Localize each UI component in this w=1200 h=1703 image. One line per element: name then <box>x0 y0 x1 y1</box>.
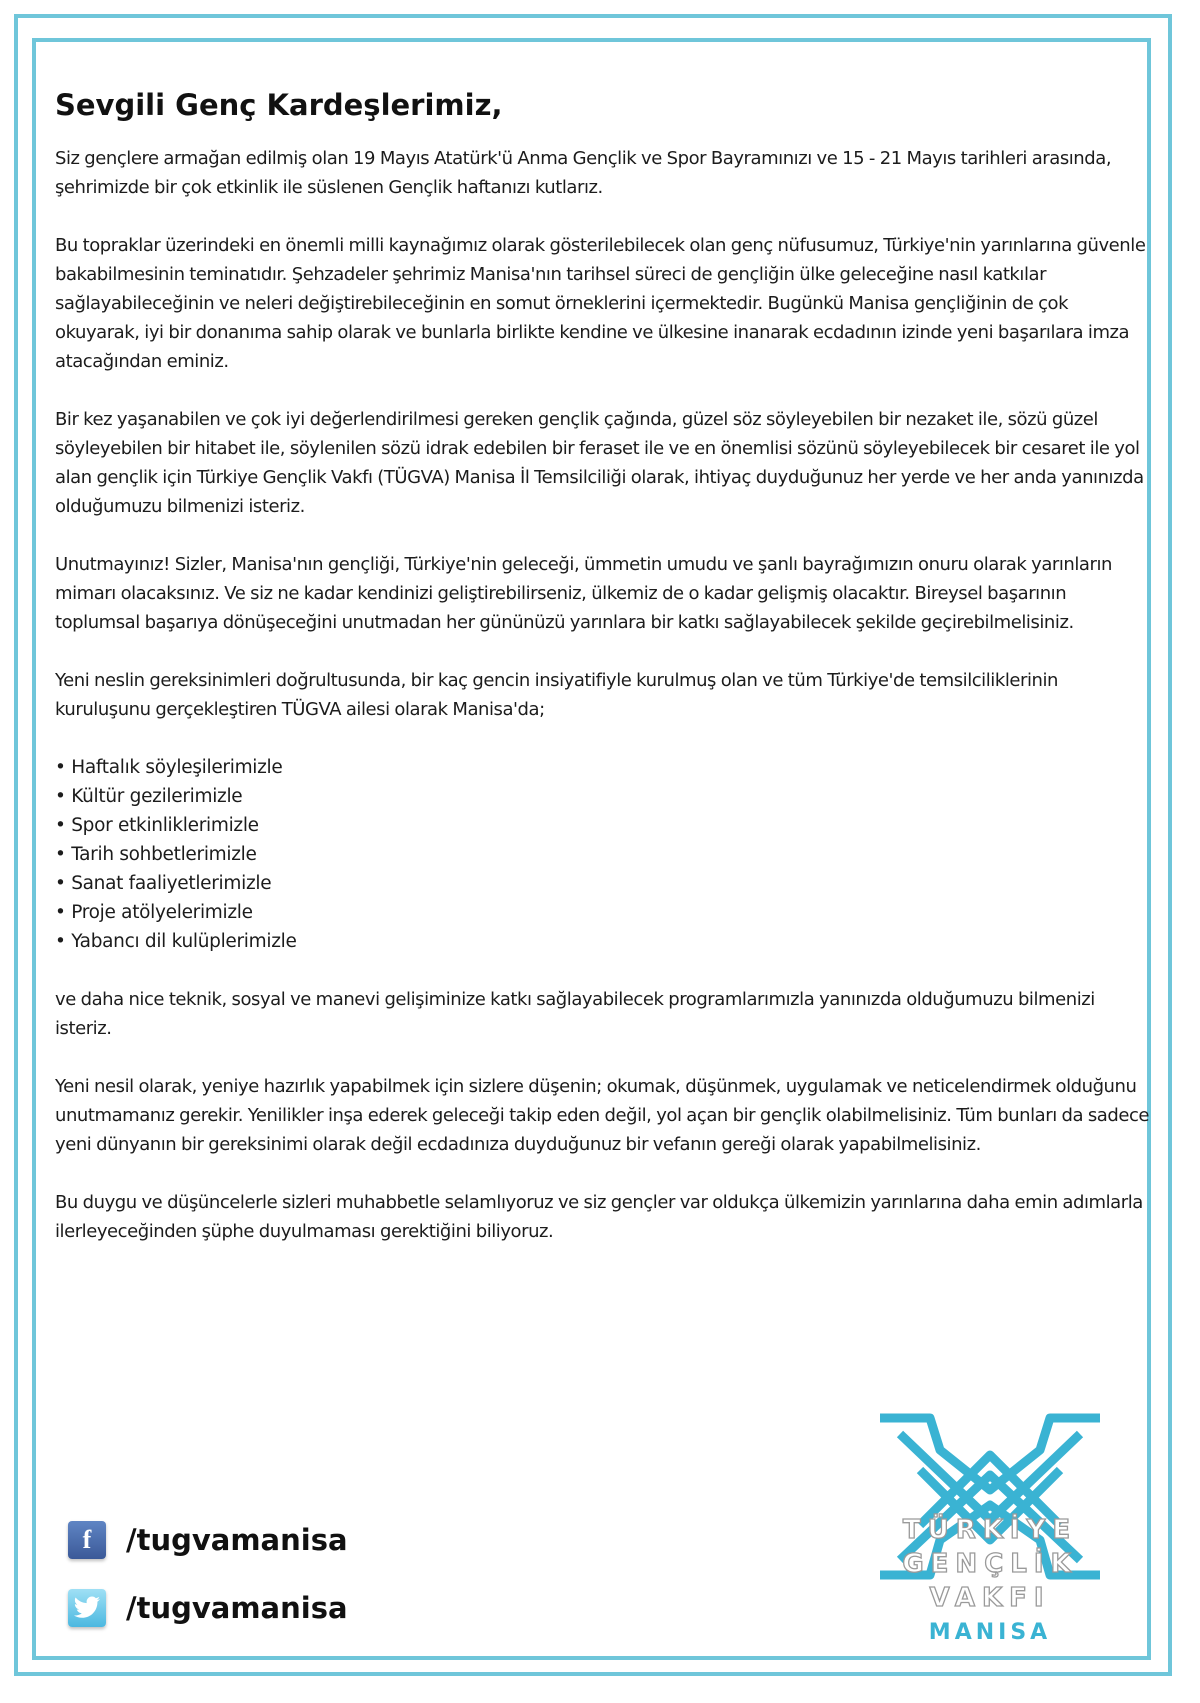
list-item: • Tarih sohbetlerimizle <box>55 840 1150 869</box>
paragraph-4: Unutmayınız! Sizler, Manisa'nın gençliği, Türkiye'nin geleceği, ümmetin umudu ve şanlı bayrağımızın onuru olarak yarınların mimarı olacaksınız. Ve siz ne kadar kendinizi geliştirebilirseniz, ülkemiz de o kadar gelişmiş olacaktır. Bireysel başarının toplumsal başarıya dönüşeceğini unutmadan her gününüzü yarınlara bir katkı sağlayabilecek şekilde geçirebilmelisiniz. <box>55 554 1112 633</box>
logo-line-vakfi: VAKFI <box>929 1583 1051 1613</box>
list-item: • Proje atölyelerimizle <box>55 898 1150 927</box>
paragraph-3: Bir kez yaşanabilen ve çok iyi değerlendirilmesi gereken gençlik çağında, güzel söz söyleyebilen bir nezaket ile, sözü güzel söyleyebilen bir hitabet ile, söylenilen sözü idrak edebilen bir feraset ile ve en önemlisi sözünü söyleyebilecek bir cesaret ile yol alan gençlik için Türkiye Gençlik Vakfı (TÜGVA) Manisa İl Temsilciliği olarak, ihtiyaç duyduğunuz her yerde ve her anda yanınızda olduğumuzu bilmenizi isteriz. <box>55 409 1144 517</box>
paragraph-8: Bu duygu ve düşüncelerle sizleri muhabbetle selamlıyoruz ve siz gençler var oldukça ülkemizin yarınlarına daha emin adımlarla ilerleyeceğinden şüphe duyulmaması gerektiğini biliyoruz. <box>55 1192 1143 1242</box>
list-item: • Haftalık söyleşilerimizle <box>55 753 1150 782</box>
letter-heading: Sevgili Genç Kardeşlerimiz, <box>55 88 503 122</box>
logo-line-genclik: GENÇLİK <box>902 1549 1078 1579</box>
paragraph-1: Siz gençlere armağan edilmiş olan 19 Mayıs Atatürk'ü Anma Gençlik ve Spor Bayramınızı ve 15 - 21 Mayıs tarihleri arasında, şehrimizde bir çok etkinlik ile süslenen Gençlik haftanızı kutlarız. <box>55 148 1112 198</box>
paragraph-7: Yeni nesil olarak, yeniye hazırlık yapabilmek için sizlere düşenin; okumak, düşünmek, uygulamak ve neticelendirmek olduğunu unutmamanız gerekir. Yenilikler inşa ederek geleceği takip eden değil, yol açan bir gençlik olabilmelisiniz. Tüm bunları da sadece yeni dünyanın bir gereksinimi olarak değil ecdadınıza duyduğunuz bir vefanın gereği olarak yapabilmelisiniz. <box>55 1076 1150 1155</box>
letter-body <box>55 88 1150 1275</box>
logo-line-manisa: MANISA <box>928 1620 1052 1645</box>
twitter-link[interactable] <box>68 1589 348 1627</box>
paragraph-6: ve daha nice teknik, sosyal ve manevi gelişiminize katkı sağlayabilecek programlarımızla yanınızda olduğumuzu bilmenizi isteriz. <box>55 989 1095 1039</box>
activities-list <box>55 753 1150 956</box>
facebook-link[interactable] <box>68 1521 348 1559</box>
twitter-icon[interactable] <box>68 1589 106 1627</box>
paragraph-2: Bu topraklar üzerindeki en önemli milli kaynağımız olarak gösterilebilecek olan genç nüfusumuz, Türkiye'nin yarınlarına güvenle bakabilmesinin teminatıdır. Şehzadeler şehrimiz Manisa'nın tarihsel süreci de gençliğin ülke geleceğine nasıl katkılar sağlayabileceğinin ve neleri değiştirebileceğinin en somut örneklerini içermektedir. Bugünkü Manisa gençliğinin de çok okuyarak, iyi bir donanıma sahip olarak ve bunlarla birlikte kendine ve ülkesine inanarak ecdadının izinde yeni başarılara imza atacağından eminiz. <box>55 235 1146 372</box>
facebook-handle[interactable]: /tugvamanisa <box>126 1523 348 1557</box>
list-item: • Sanat faaliyetlerimizle <box>55 869 1150 898</box>
list-item: • Yabancı dil kulüplerimizle <box>55 927 1150 956</box>
list-item: • Spor etkinliklerimizle <box>55 811 1150 840</box>
facebook-icon[interactable]: f <box>68 1521 106 1559</box>
list-item: • Kültür gezilerimizle <box>55 782 1150 811</box>
paragraph-5: Yeni neslin gereksinimleri doğrultusunda, bir kaç gencin insiyatifiyle kurulmuş olan ve tüm Türkiye'de temsilciliklerinin kuruluşunu gerçekleştiren TÜGVA ailesi olarak Manisa'da; <box>55 670 1058 720</box>
twitter-handle[interactable]: /tugvamanisa <box>126 1591 348 1625</box>
logo-line-turkiye: TÜRKİYE <box>902 1515 1078 1545</box>
